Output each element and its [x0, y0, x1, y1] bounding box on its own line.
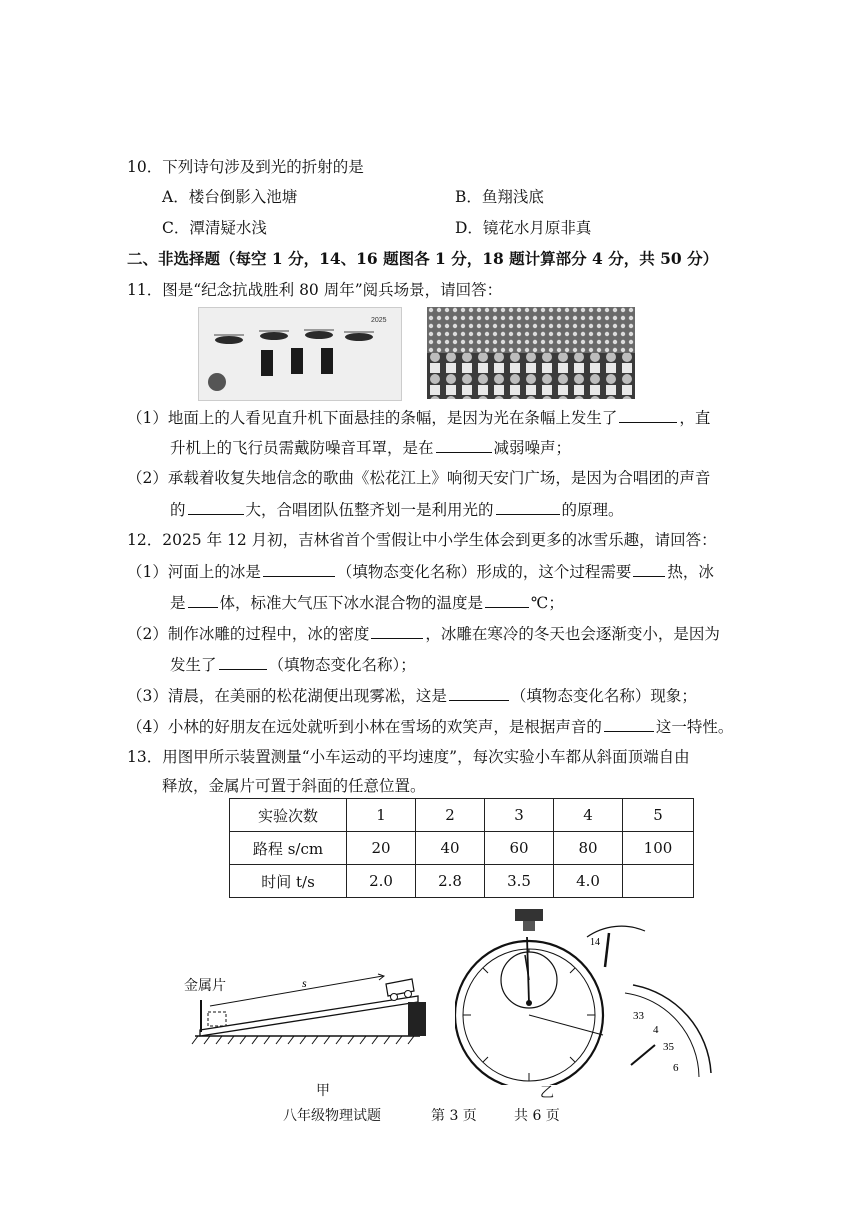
q12-p1-blank3[interactable] [188, 592, 218, 608]
table-cell: 时间 t/s [230, 865, 347, 898]
table-cell: 60 [485, 832, 554, 865]
q11-p2-blank1[interactable] [188, 499, 244, 515]
table-cell: 3 [485, 799, 554, 832]
q10-option-b: B．鱼翔浅底 [455, 188, 544, 206]
zoom-label-14: 14 [590, 937, 600, 948]
q12-p2-text-d: （填物态变化名称）； [268, 656, 416, 674]
q11-part1-line1 [127, 407, 710, 428]
q12-p1-text-b: （填物态变化名称）形成的，这个过程需要 [336, 563, 632, 581]
incline-figure [180, 960, 430, 1050]
q12-p1-blank1[interactable] [263, 561, 335, 577]
q12-p1-blank4[interactable] [485, 592, 529, 608]
footer-total: 共 6 页 [514, 1108, 560, 1124]
q11-p1-blank1[interactable] [619, 407, 677, 423]
q12-p4-text-a: （4）小林的好朋友在远处就听到小林在雪场的欢笑声，是根据声音的 [127, 718, 602, 736]
q12-p3-text-b: （填物态变化名称）现象； [510, 687, 697, 705]
figure-yi-label: 乙 [540, 1085, 554, 1101]
q10-option-a: A．楼台倒影入池塘 [162, 188, 298, 206]
q10-option-d: D．镜花水月原非真 [455, 219, 592, 237]
table-cell[interactable] [623, 865, 694, 898]
table-cell: 20 [347, 832, 416, 865]
q10-option-c: C．潭清疑水浅 [162, 219, 267, 237]
table-cell: 2.0 [347, 865, 416, 898]
table-cell: 1 [347, 799, 416, 832]
q12-p2-blank2[interactable] [219, 654, 267, 670]
q12-p2-text-a: （2）制作冰雕的过程中，冰的密度 [127, 625, 370, 643]
q12-part4 [127, 716, 733, 737]
table-row-header [230, 799, 694, 832]
section2-title: 二、非选择题（每空 1 分，14、16 题图各 1 分，18 题计算部分 4 分，共 50 分） [127, 249, 719, 268]
banner-year-text: 2025 [371, 317, 387, 324]
q12-p3-blank[interactable] [449, 685, 509, 701]
q11-p2-text-b: 的 [170, 501, 186, 519]
q12-p1-text-e: 体，标准大气压下冰水混合物的温度是 [219, 594, 484, 612]
table-row-distance [230, 832, 694, 865]
q12-p1-text-d: 是 [170, 594, 186, 612]
q12-p1-text-f: ℃； [531, 594, 564, 612]
footer-page: 第 3 页 [431, 1108, 477, 1124]
table-cell: 40 [416, 832, 485, 865]
stopwatch-figure [455, 905, 725, 1085]
footer-subject: 八年级物理试题 [283, 1108, 381, 1124]
q11-part2-line1: （2）承载着收复失地信念的歌曲《松花江上》响彻天安门广场，是因为合唱团的声音 [127, 469, 711, 487]
parade-crowd-photo [427, 307, 635, 399]
table-cell: 2 [416, 799, 485, 832]
zoom-label-33: 33 [633, 1010, 644, 1022]
q12-p1-text-a: （1）河面上的冰是 [127, 563, 261, 581]
q11-p1-text-c: 升机上的飞行员需戴防噪音耳罩，是在 [170, 439, 434, 457]
q12-p4-blank[interactable] [604, 716, 654, 732]
q12-p4-text-b: 这一特性。 [655, 718, 734, 736]
q11-p1-text-d: 减弱噪声； [493, 439, 572, 457]
q10-stem: 10．下列诗句涉及到光的折射的是 [127, 158, 364, 176]
q12-p2-text-c: 发生了 [170, 656, 217, 674]
q11-p2-blank2[interactable] [496, 499, 560, 515]
table-cell: 3.5 [485, 865, 554, 898]
q13-stem-line2: 释放，金属片可置于斜面的任意位置。 [162, 777, 426, 795]
zoom-label-4: 4 [653, 1024, 659, 1036]
table-row-time [230, 865, 694, 898]
figure-jia-label: 甲 [316, 1083, 330, 1099]
table-cell: 100 [623, 832, 694, 865]
q12-p1-blank2[interactable] [633, 561, 665, 577]
table-cell: 实验次数 [230, 799, 347, 832]
q13-stem-line1: 13．用图甲所示装置测量“小车运动的平均速度”，每次实验小车都从斜面顶端自由 [127, 748, 690, 766]
q11-stem: 11．图是“纪念抗战胜利 80 周年”阅兵场景，请回答： [127, 281, 503, 299]
q11-p2-text-d: 的原理。 [561, 501, 624, 519]
q12-p2-blank1[interactable] [371, 623, 423, 639]
zoom-label-6: 6 [673, 1062, 679, 1074]
q11-p1-text-b: ，直 [679, 409, 711, 427]
q12-part1-line2 [170, 592, 564, 613]
table-cell: 4.0 [554, 865, 623, 898]
q12-p3-text-a: （3）清晨，在美丽的松花湖便出现雾凇，这是 [127, 687, 447, 705]
s-label: s [302, 976, 307, 990]
q11-p1-text-a: （1）地面上的人看见直升机下面悬挂的条幅，是因为光在条幅上发生了 [127, 409, 618, 427]
q11-part2-line2 [170, 499, 624, 520]
q12-part3 [127, 685, 697, 706]
table-cell: 2.8 [416, 865, 485, 898]
zoom-label-35: 35 [663, 1041, 674, 1053]
table-cell: 4 [554, 799, 623, 832]
q12-p2-text-b: ，冰雕在寒冷的冬天也会逐渐变小，是因为 [425, 625, 720, 643]
q11-p1-blank2[interactable] [436, 437, 492, 453]
metal-plate-label: 金属片 [184, 978, 226, 994]
table-cell: 80 [554, 832, 623, 865]
table-cell: 5 [623, 799, 694, 832]
q12-part2-line2 [170, 654, 416, 675]
helicopter-banner-photo [198, 307, 402, 401]
experiment-table [229, 798, 694, 898]
table-cell: 路程 s/cm [230, 832, 347, 865]
q12-p1-text-c: 热，冰 [667, 563, 714, 581]
q12-stem: 12．2025 年 12 月初，吉林省首个雪假让中小学生体会到更多的冰雪乐趣，请回答： [127, 531, 717, 549]
q12-part2-line1 [127, 623, 720, 644]
q12-part1-line1 [127, 561, 714, 582]
q11-p2-text-c: 大，合唱团队伍整齐划一是利用光的 [245, 501, 494, 519]
q11-part1-line2 [170, 437, 571, 458]
